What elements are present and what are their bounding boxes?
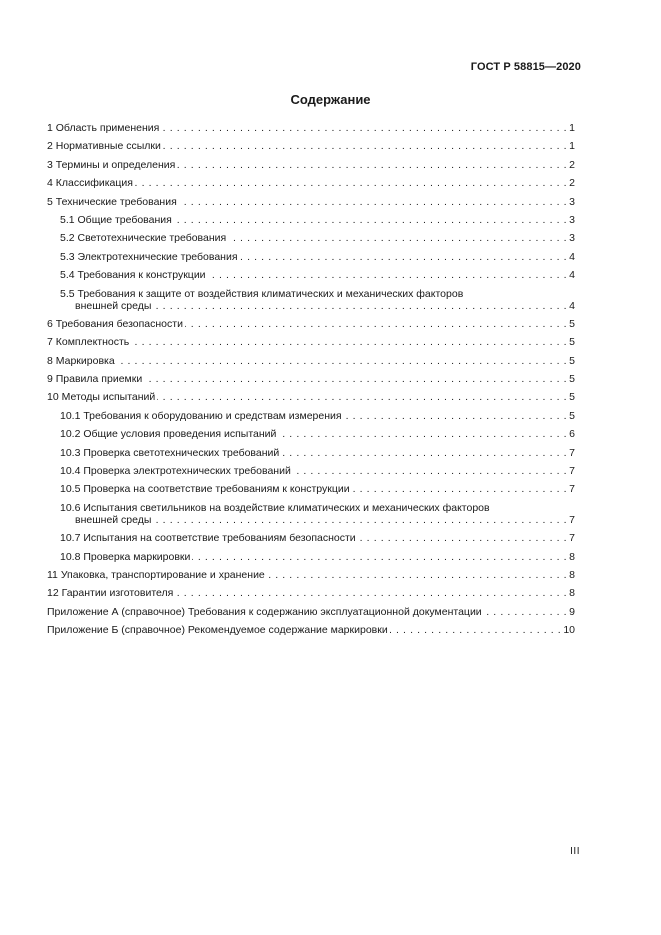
toc-entry-label: 10.8 Проверка маркировки: [60, 550, 191, 563]
toc-page-number: 6: [569, 428, 575, 441]
toc-page-number: 7: [569, 532, 575, 545]
toc-leader-dots: [352, 483, 568, 495]
toc-leader-dots: [267, 569, 567, 581]
toc-entry-label: Приложение Б (справочное) Рекомендуемое содержание маркировки: [47, 624, 388, 637]
toc-subentry[interactable]: [47, 549, 575, 565]
toc-page-number: 3: [569, 213, 575, 226]
toc-leader-dots: [278, 428, 567, 440]
toc-entry[interactable]: [47, 389, 575, 405]
toc-leader-dots: [144, 373, 567, 385]
toc-subentry[interactable]: [47, 445, 575, 461]
toc-entry-label-continuation: внешней среды: [75, 513, 152, 526]
toc-entry-label: 1 Область применения: [47, 122, 160, 134]
toc-appendix-entry[interactable]: [47, 604, 575, 620]
toc-entry-label: 10.2 Общие условия проведения испытаний: [60, 428, 277, 441]
toc-page-number: 7: [569, 465, 575, 478]
toc-leader-dots: [208, 269, 568, 281]
toc-appendix-entry[interactable]: [47, 622, 575, 638]
toc-leader-dots: [177, 159, 567, 171]
toc-leader-dots: [228, 232, 567, 244]
toc-entry-label: 2 Нормативные ссылки: [47, 140, 161, 153]
toc-leader-dots: [117, 355, 567, 367]
toc-subentry[interactable]: [47, 463, 575, 479]
toc-entry-label: 3 Термины и определения: [47, 158, 176, 171]
toc-page-number: 2: [569, 177, 575, 190]
toc-page-number: 3: [569, 232, 575, 245]
toc-page-number: 4: [569, 269, 575, 282]
toc-page-number: 8: [569, 568, 575, 581]
toc-leader-dots: [131, 336, 567, 348]
toc-entry[interactable]: [47, 194, 575, 210]
toc-leader-dots: [281, 447, 567, 459]
toc-entry-label: Приложение А (справочное) Требования к содержанию эксплуатационной документации: [47, 605, 482, 618]
toc-leader-dots: [153, 300, 567, 312]
toc-entry-label: 10.3 Проверка светотехнических требований: [60, 446, 280, 459]
toc-page-number: 5: [569, 317, 575, 330]
toc-page-number: 5: [569, 354, 575, 367]
toc-page-number: 7: [569, 513, 575, 526]
toc-entry-label: 11 Упаковка, транспортирование и хранение: [47, 568, 265, 581]
toc-entry-label: 9 Правила приемки: [47, 373, 143, 386]
toc-entry-label: 5 Технические требования: [47, 195, 177, 208]
toc-entry-label: 10.6 Испытания светильников на воздействие климатических и механических факторов: [60, 501, 490, 514]
toc-leader-dots: [293, 465, 567, 477]
toc-subentry[interactable]: [47, 286, 575, 314]
toc-leader-dots: [358, 532, 568, 544]
toc-page-number: 4: [569, 250, 575, 263]
toc-subentry[interactable]: [47, 249, 575, 265]
toc-entry[interactable]: [47, 175, 575, 191]
toc-page-number: 5: [569, 373, 575, 386]
toc-entry[interactable]: [47, 334, 575, 350]
toc-leader-dots: [192, 551, 567, 563]
page-title: Содержание: [290, 92, 371, 107]
toc-leader-dots: [175, 587, 567, 599]
toc-subentry[interactable]: [47, 267, 575, 283]
toc-page-number: 5: [569, 336, 575, 349]
toc-page-number: 8: [569, 587, 575, 600]
toc-page-number: 9: [569, 605, 575, 618]
toc-page-number: 8: [569, 550, 575, 563]
toc-leader-dots: [185, 318, 567, 330]
toc-entry[interactable]: [47, 585, 575, 601]
toc-entry[interactable]: [47, 138, 575, 154]
toc-entry-label: 12 Гарантии изготовителя: [47, 587, 174, 600]
toc-page-number: 5: [569, 409, 575, 422]
toc-entry-label: 5.1 Общие требования: [60, 213, 172, 226]
toc-leader-dots: [179, 196, 567, 208]
toc-leader-dots: [240, 251, 568, 263]
toc-page-number: 4: [569, 299, 575, 312]
toc-page-number: 1: [569, 140, 575, 153]
toc-subentry[interactable]: [47, 230, 575, 246]
toc-entry-label: 5.2 Светотехнические требования: [60, 232, 227, 245]
toc-subentry[interactable]: [47, 530, 575, 546]
toc-entry[interactable]: [47, 353, 575, 369]
toc-entry[interactable]: [47, 567, 575, 583]
toc-page-number: 10: [563, 624, 575, 637]
toc-page-number: 5: [569, 391, 575, 404]
toc-leader-dots: [174, 214, 567, 226]
toc-page-number: 2: [569, 158, 575, 171]
toc-subentry[interactable]: [47, 500, 575, 528]
toc-entry-label: 4 Классификация: [47, 177, 133, 190]
toc-leader-dots: [344, 410, 568, 422]
table-of-contents: [47, 120, 575, 641]
toc-entry-label: 10.7 Испытания на соответствие требованиям безопасности: [60, 532, 356, 545]
toc-entry[interactable]: [47, 157, 575, 173]
toc-entry-label: 5.3 Электротехнические требования: [60, 250, 238, 263]
toc-subentry[interactable]: [47, 408, 575, 424]
toc-entry-label-continuation: внешней среды: [75, 299, 152, 312]
toc-entry[interactable]: [47, 316, 575, 332]
toc-leader-dots: [484, 606, 567, 618]
toc-page-number: 7: [569, 446, 575, 459]
toc-page-number: 3: [569, 195, 575, 208]
toc-leader-dots: [390, 624, 562, 636]
page-number: III: [570, 846, 580, 857]
toc-leader-dots: [157, 391, 567, 403]
toc-leader-dots: [153, 514, 567, 526]
toc-leader-dots: [163, 140, 567, 152]
toc-page-number: 7: [569, 483, 575, 496]
document-number: ГОСТ Р 58815—2020: [470, 61, 581, 73]
toc-leader-dots: [135, 177, 567, 189]
toc-subentry[interactable]: [47, 212, 575, 228]
toc-entry[interactable]: [47, 371, 575, 387]
toc-entry-label: 10.1 Требования к оборудованию и средствам измерения: [60, 409, 342, 422]
toc-entry-label: 10.5 Проверка на соответствие требованиям к конструкции: [60, 483, 350, 496]
toc-entry-label: 8 Маркировка: [47, 354, 115, 367]
toc-entry[interactable]: [47, 120, 575, 136]
toc-entry-label: 7 Комплектность: [47, 336, 130, 349]
toc-entry-label: 6 Требования безопасности: [47, 317, 183, 330]
toc-page-number: 1: [569, 122, 575, 134]
toc-entry-label: 10.4 Проверка электротехнических требований: [60, 465, 291, 478]
toc-leader-dots: [161, 122, 567, 134]
toc-entry-label: 5.5 Требования к защите от воздействия климатических и механических факторов: [60, 287, 464, 300]
toc-subentry[interactable]: [47, 481, 575, 497]
toc-entry-label: 5.4 Требования к конструкции: [60, 269, 206, 282]
toc-entry-label: 10 Методы испытаний: [47, 391, 156, 404]
toc-subentry[interactable]: [47, 426, 575, 442]
